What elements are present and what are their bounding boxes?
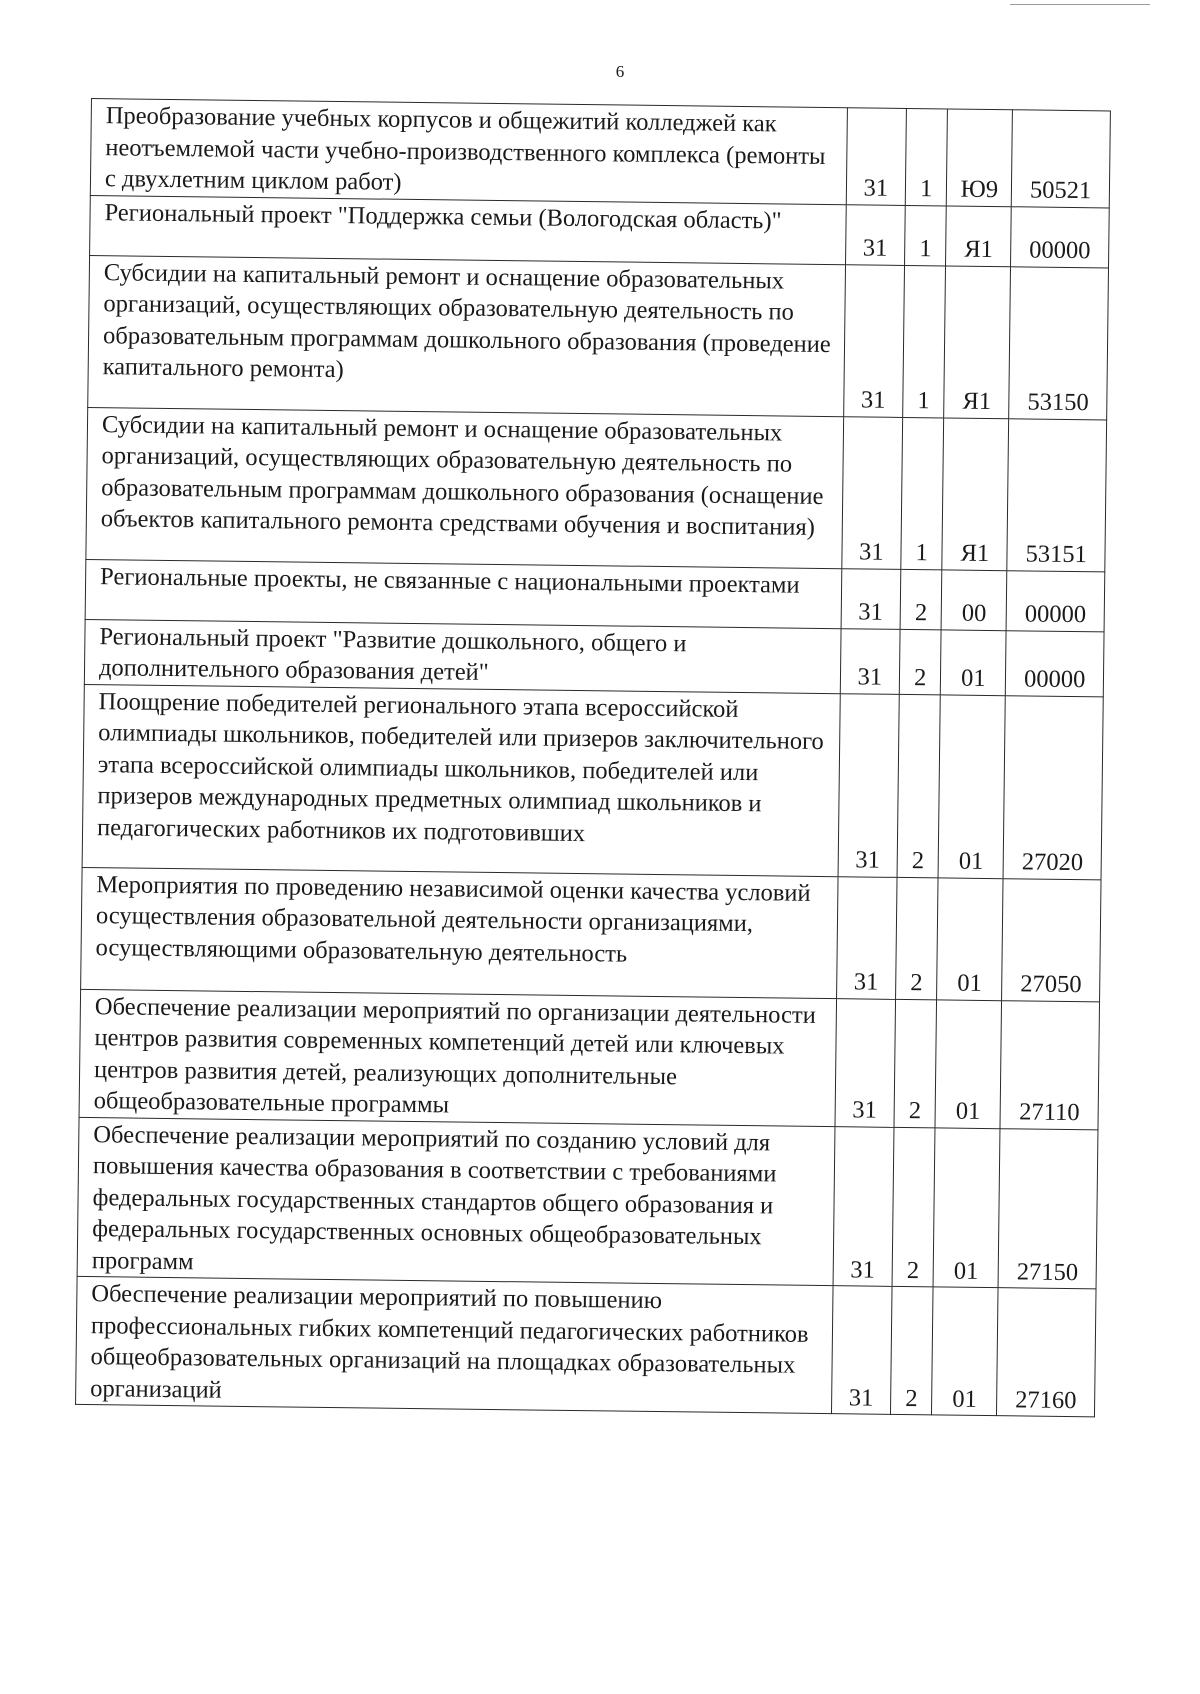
code-cell-3: 01 bbox=[933, 1127, 1000, 1287]
row-name-cell: Преобразование учебных корпусов и общежитий колледжей как неотъемлемой части учебно-производственного комплекса (ремонты с двухлетним циклом работ) bbox=[90, 99, 847, 205]
code-cell-4: 53151 bbox=[1007, 418, 1106, 571]
table-row bbox=[84, 619, 1104, 696]
code-cell-2: 1 bbox=[901, 417, 944, 569]
code-cell-3: 01 bbox=[935, 999, 1002, 1128]
row-name-cell: Субсидии на капитальный ремонт и оснащение образовательных организаций, осуществляющих образовательную деятельность по образовательным программам дошкольного образования (оснащение объектов капитального ремонта средствами обучения и воспитания) bbox=[86, 407, 843, 568]
code-cell-3: Я1 bbox=[942, 417, 1009, 570]
table-row bbox=[79, 989, 1099, 1129]
code-cell-3: 00 bbox=[941, 569, 1007, 630]
code-cell-4: 53150 bbox=[1009, 266, 1108, 419]
code-cell-3: 01 bbox=[941, 629, 1007, 695]
code-cell-2: 1 bbox=[905, 108, 947, 205]
code-cell-1: 31 bbox=[833, 1126, 895, 1286]
page-number: 6 bbox=[615, 62, 625, 81]
table-row bbox=[82, 684, 1103, 879]
table-row bbox=[90, 99, 1110, 208]
code-cell-1: 31 bbox=[843, 264, 904, 417]
table-row bbox=[76, 1276, 1096, 1416]
code-cell-1: 31 bbox=[840, 628, 900, 694]
scan-edge-mark bbox=[1010, 0, 1150, 5]
code-cell-2: 2 bbox=[892, 1127, 935, 1287]
code-cell-3: 01 bbox=[938, 694, 1005, 878]
row-name-cell: Субсидии на капитальный ремонт и оснащение образовательных организаций, осуществляющих образовательную деятельность по образовательным программам дошкольного образования (проведение капитального ремонта) bbox=[88, 255, 845, 416]
code-cell-4: 00000 bbox=[1011, 206, 1109, 267]
code-cell-3: Я1 bbox=[944, 265, 1011, 418]
code-cell-4: 27020 bbox=[1003, 695, 1103, 879]
code-cell-4: 50521 bbox=[1012, 110, 1111, 208]
code-cell-2: 2 bbox=[896, 877, 939, 999]
code-cell-4: 27050 bbox=[1002, 878, 1101, 1001]
row-name-cell: Обеспечение реализации мероприятий по созданию условий для повышения качества образования в соответствии с требованиями федеральных государственных стандартов общего образования и федеральных государственных основных общеобразовательных программ bbox=[77, 1117, 834, 1286]
code-cell-1: 31 bbox=[841, 568, 901, 629]
table-row bbox=[77, 1117, 1098, 1289]
code-cell-2: 1 bbox=[905, 205, 947, 265]
code-cell-2: 2 bbox=[894, 999, 937, 1127]
code-cell-1: 31 bbox=[841, 416, 902, 569]
code-cell-2: 1 bbox=[903, 265, 946, 417]
code-cell-1: 31 bbox=[835, 998, 896, 1127]
code-cell-4: 27110 bbox=[1000, 1000, 1099, 1129]
table-row bbox=[86, 407, 1107, 571]
row-name-cell: Региональный проект "Поддержка семьи (Вологодская область)" bbox=[90, 195, 846, 264]
code-cell-3: 01 bbox=[932, 1287, 999, 1416]
code-cell-4: 00000 bbox=[1006, 630, 1104, 696]
code-cell-2: 2 bbox=[899, 629, 941, 694]
budget-classification-table bbox=[75, 98, 1111, 1417]
code-cell-2: 2 bbox=[900, 569, 942, 629]
code-cell-4: 27160 bbox=[997, 1288, 1096, 1417]
code-cell-3: 01 bbox=[937, 877, 1004, 1000]
row-name-cell: Региональный проект "Развитие дошкольного, общего и дополнительного образования детей" bbox=[84, 619, 840, 693]
table-row bbox=[81, 867, 1101, 1001]
code-cell-1: 31 bbox=[846, 108, 907, 205]
code-cell-1: 31 bbox=[838, 693, 900, 877]
code-cell-1: 31 bbox=[831, 1286, 892, 1415]
table-row bbox=[88, 255, 1109, 419]
row-name-cell: Мероприятия по проведению независимой оценки качества условий осуществления образовательной деятельности организациями, осуществляющими образовательную деятельность bbox=[81, 867, 838, 998]
code-cell-4: 27150 bbox=[998, 1128, 1098, 1289]
code-cell-2: 2 bbox=[891, 1286, 934, 1414]
code-cell-3: Я1 bbox=[946, 205, 1012, 266]
code-cell-4: 00000 bbox=[1006, 570, 1104, 631]
code-cell-2: 2 bbox=[897, 694, 940, 877]
code-cell-3: Ю9 bbox=[947, 109, 1013, 206]
row-name-cell: Поощрение победителей регионального этапа всероссийской олимпиады школьников, победителей или призеров заключительного этапа всероссийской олимпиады школьников, победителей или призеров международных предметных олимпиад школьников и педагогических работников их подготовивших bbox=[82, 684, 840, 876]
code-cell-1: 31 bbox=[845, 204, 905, 265]
row-name-cell: Обеспечение реализации мероприятий по организации деятельности центров развития современных компетенций детей или ключевых центров развития детей, реализующих дополнительные общеобразовательные программы bbox=[79, 989, 836, 1126]
row-name-cell: Региональные проекты, не связанные с национальными проектами bbox=[85, 559, 841, 628]
row-name-cell: Обеспечение реализации мероприятий по повышению профессиональных гибких компетенций педагогических работников общеобразовательных организаций на площадках образовательных организаций bbox=[76, 1276, 833, 1413]
code-cell-1: 31 bbox=[836, 876, 897, 999]
